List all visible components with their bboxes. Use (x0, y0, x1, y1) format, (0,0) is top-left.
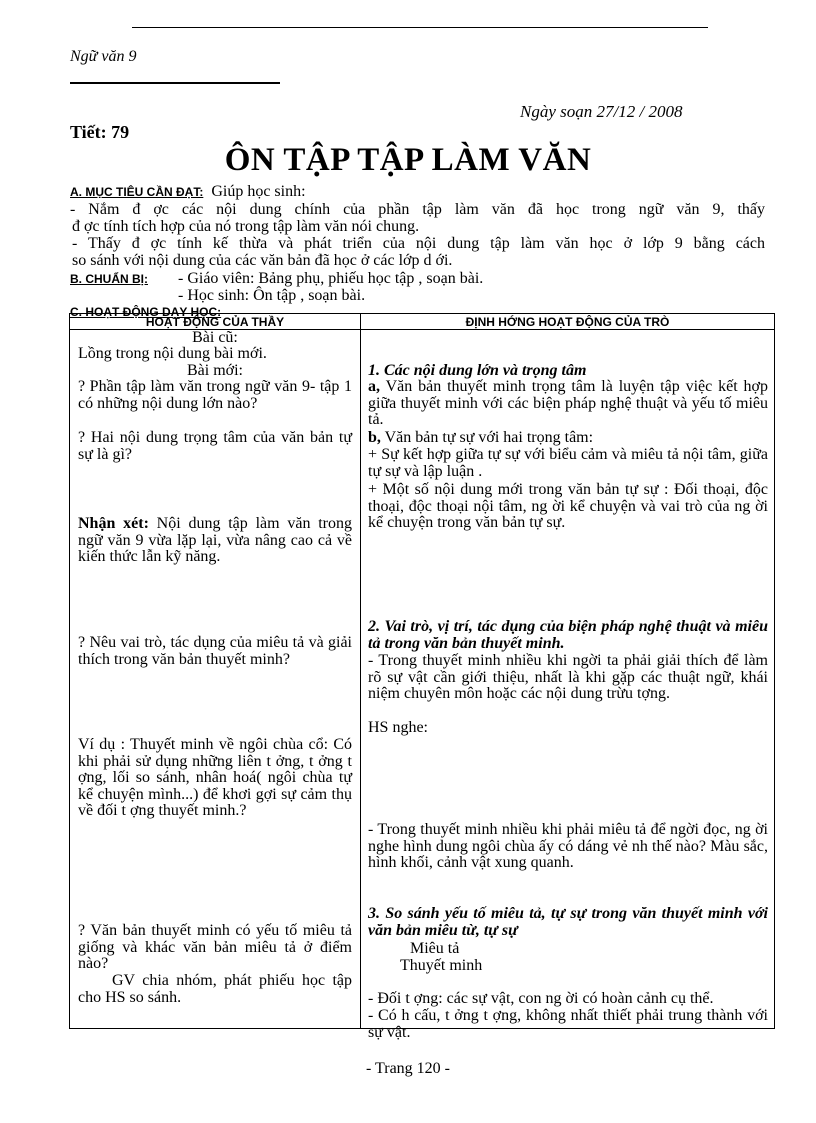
compare-object: - Đối t ợng: các sự vật, con ng ời có hoàn cảnh cụ thể. (368, 990, 714, 1007)
remark-text: Nội dung tập làm văn trong ngữ văn 9 vừa lặp lại, vừa nâng cao cả về kiến thức lẫn kỹ năng. (78, 515, 352, 565)
point-a-label: a, (368, 378, 380, 395)
old-lesson-label: Bài cũ: (192, 329, 238, 346)
remark-label: Nhận xét: (78, 515, 149, 532)
section-3-heading: 3. So sánh yếu tố miêu tả, tự sự trong văn thuyết minh với văn bản miêu từ, tự sự (368, 905, 768, 939)
section-2-text: - Trong thuyết minh nhiều khi ngời ta phải giải thích để làm rõ sự vật cần giới thiệu, nhất là khi gặp các thuật ngữ, khái niệm chuyên môn hoặc các nội dung trừu tợng. (368, 652, 768, 702)
point-b-text: Văn bản tự sự với hai trọng tâm: (380, 429, 594, 446)
subject-label: Ngữ văn 9 (70, 48, 137, 65)
new-lesson-label: Bài mới: (186, 362, 243, 379)
question-1: ? Phần tập làm văn trong ngữ văn 9- tập 1 có những nội dung lớn nào? (78, 378, 352, 412)
table-head-exposition: Thuyết minh (400, 957, 483, 974)
lesson-number: Tiết: 79 (70, 122, 130, 142)
point-b-label: b, (368, 429, 381, 446)
question-2: ? Hai nội dung trọng tâm của văn bản tự sự là gì? (78, 429, 352, 463)
page-title: ÔN TẬP TẬP LÀM VĂN (224, 142, 592, 178)
objectives-intro: Giúp học sinh: (211, 183, 306, 200)
question-3: ? Nêu vai trò, tác dụng của miêu tả và giải thích trong văn bản thuyết minh? (78, 634, 352, 668)
point-b (368, 430, 768, 447)
preparation-heading-line (70, 270, 148, 288)
column-header-student: ĐỊNH HỚNG HOẠT ĐỘNG CỦA TRÒ (465, 315, 670, 329)
section-2-description: - Trong thuyết minh nhiều khi phải miêu tả để ngời đọc, ng ời nghe hình dung ngôi chùa ấy có dáng vẻ nh thế nào? Màu sắc, hình khối, cảnh vật xung quanh. (368, 821, 768, 871)
old-lesson-text: Lồng trong nội dung bài mới. (78, 345, 267, 362)
objectives-heading: A. MỤC TIÊU CẦN ĐẠT: (70, 185, 204, 199)
objective-2-line-b: so sánh với nội dung của các văn bản đã học ở các lớp d ới. (72, 252, 453, 269)
preparation-date: Ngày soạn 27/12 / 2008 (520, 102, 683, 121)
compare-imagination: - Có h cấu, t ởng t ợng, không nhất thiết phải trung thành với sự vật. (368, 1007, 768, 1041)
point-b-1: + Sự kết hợp giữa tự sự với biểu cảm và miêu tả nội tâm, giữa tự sự và lập luận . (368, 446, 768, 480)
point-a-text: Văn bản thuyết minh trọng tâm là luyện tập việc kết hợp giữa thuyết minh với các biện pháp nghệ thuật và yếu tố miêu tả. (368, 378, 768, 428)
point-a (368, 379, 768, 429)
objective-1-line-b: đ ợc tính tích hợp của nó trong tập làm văn nói chung. (72, 218, 420, 235)
objective-2-line-a: - Thấy đ ợc tính kế thừa và phát triển của nội dung tập làm văn học ở lớp 9 bằng cách (72, 235, 765, 252)
section-2-heading: 2. Vai trò, vị trí, tác dụng của biện pháp nghệ thuật và miêu tả trong văn bản thuyết minh. (368, 618, 768, 652)
objectives-heading-line (70, 183, 306, 201)
page-number: - Trang 120 - (365, 1060, 450, 1077)
preparation-heading: B. CHUẨN BỊ: (70, 272, 148, 286)
remark (78, 516, 352, 566)
activities-table (69, 313, 775, 1041)
table-head-description: Miêu tả (410, 940, 460, 957)
section-1-heading: 1. Các nội dung lớn và trọng tâm (368, 362, 587, 379)
question-4: ? Văn bản thuyết minh có yếu tố miêu tả giống và khác văn bản miêu tả ở điểm nào? (78, 922, 352, 972)
preparation-teacher: - Giáo viên: Bảng phụ, phiếu học tập , soạn bài. (178, 270, 484, 287)
header-top-rule (132, 27, 708, 28)
hs-listen: HS nghe: (368, 719, 428, 736)
column-divider (360, 314, 361, 1028)
objective-1-line-a: - Nắm đ ợc các nội dung chính của phần tập làm văn đã học trong ngữ văn 9, thấy (70, 201, 765, 218)
subject-underline (70, 82, 280, 84)
activities-heading: C. HOẠT ĐỘNG DẠY HỌC: (70, 305, 222, 319)
preparation-student: - Học sinh: Ôn tập , soạn bài. (178, 287, 366, 304)
example: Ví dụ : Thuyết minh về ngôi chùa cổ: Có khi phải sử dụng những liên t ởng, t ởng t ợng, lối so sánh, nhân hoá( ngôi chùa tự kể chuyện mình...) để khơi gợi sự cảm thụ về đối t ợng thuyết minh.? (78, 736, 352, 819)
column-header-teacher: HOẠT ĐỘNG CỦA THẦY (145, 315, 285, 329)
group-work: GV chia nhóm, phát phiếu học tập cho HS so sánh. (78, 972, 352, 1006)
point-b-2: + Một số nội dung mới trong văn bản tự sự : Đối thoại, độc thoại, độc thoại nội tâm, ng ời kể chuyện và vai trò của ng ời kể chuyện trong văn bản tự sự. (368, 481, 768, 531)
